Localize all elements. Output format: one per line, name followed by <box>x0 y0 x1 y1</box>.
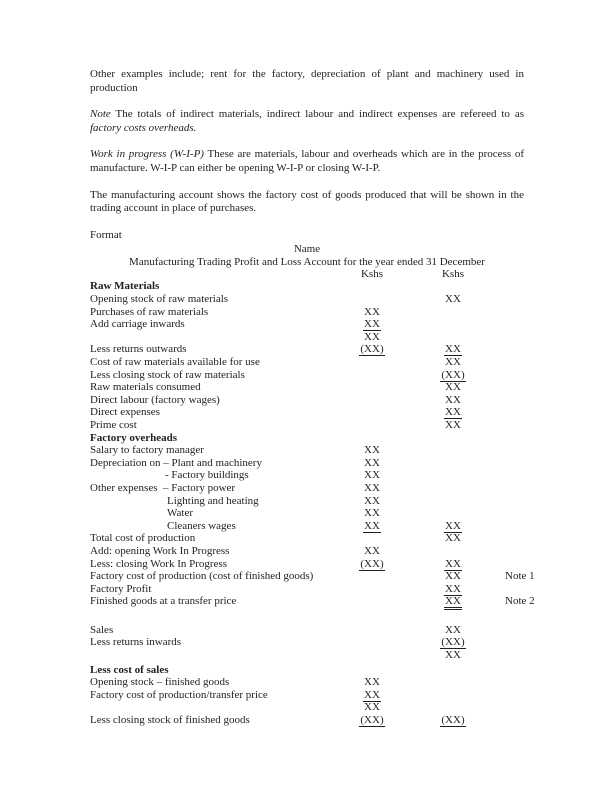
statement-row <box>90 394 550 407</box>
statement-row <box>90 595 550 608</box>
row-label: Less returns inwards <box>90 636 182 649</box>
statement-row <box>90 495 550 508</box>
statement-title: Manufacturing Trading Profit and Loss Account for the year ended 31 December <box>129 255 485 268</box>
col1-value: (XX) <box>360 714 384 727</box>
row-label: - Factory buildings <box>165 469 249 482</box>
col1-value: XX <box>364 688 380 701</box>
italic-text: Note <box>90 108 111 121</box>
note-ref: Note 1 <box>505 570 535 583</box>
body-text: Format <box>90 228 122 241</box>
col2-value: XX <box>445 623 461 636</box>
col2-value: XX <box>427 595 479 610</box>
col1-value: XX <box>364 305 380 318</box>
row-label: Less: closing Work In Progress <box>90 557 228 570</box>
statement-rows <box>90 280 550 726</box>
paragraph-line <box>90 108 524 122</box>
statement-row <box>90 280 550 293</box>
statement-row <box>90 432 550 445</box>
col2-value: XX <box>445 356 461 369</box>
statement-row <box>90 649 550 662</box>
paragraph <box>90 68 524 96</box>
statement-row <box>90 664 550 677</box>
col1-value: XX <box>364 676 380 689</box>
body-text: manufacture. W-I-P can either be opening W-I-P or closing W-I-P. <box>90 162 381 175</box>
col2-value: XX <box>445 393 461 406</box>
note-ref: Note 2 <box>505 595 535 608</box>
col1-value: XX <box>364 456 380 469</box>
statement-row <box>90 570 550 583</box>
paragraph-line <box>90 82 524 96</box>
col2-value: XX <box>445 570 461 583</box>
row-label: Factory Profit <box>90 582 152 595</box>
row-label: Total cost of production <box>90 532 196 545</box>
paragraph-line <box>90 202 524 216</box>
row-label: Add: opening Work In Progress <box>90 544 230 557</box>
col2-value: XX <box>445 582 461 595</box>
paragraph <box>90 189 524 217</box>
row-label: Depreciation on – Plant and machinery <box>90 456 262 469</box>
row-label: Less closing stock of raw materials <box>90 368 245 381</box>
statement-row <box>90 293 550 306</box>
col1-value: XX <box>364 701 380 714</box>
col2-value: XX <box>445 532 461 545</box>
paragraph <box>90 229 524 243</box>
col1-value: XX <box>364 481 380 494</box>
row-label: Less cost of sales <box>90 663 169 676</box>
statement-name-line: Name <box>293 242 321 255</box>
col1-value: XX <box>364 519 380 532</box>
statement-row <box>90 676 550 689</box>
col2-value: XX <box>445 418 461 431</box>
body-text: The manufacturing account shows the factory cost of goods produced that will be shown in the <box>90 188 524 201</box>
row-label: Cleaners wages <box>167 519 236 532</box>
row-label: Other expenses – Factory power <box>90 481 236 494</box>
row-label: Water <box>167 507 193 520</box>
body-text: production <box>90 81 138 94</box>
col2-value: XX <box>445 557 461 570</box>
col2-value: XX <box>445 649 461 662</box>
row-label: Opening stock – finished goods <box>90 676 230 689</box>
italic-text: Work in progress (W-I-P) <box>90 148 204 161</box>
row-label: Less returns outwards <box>90 343 187 356</box>
col1-value: XX <box>364 444 380 457</box>
col2-value: XX <box>445 519 461 532</box>
paragraph-line <box>90 122 524 136</box>
row-label: Raw Materials <box>90 280 160 293</box>
row-label: Lighting and heating <box>167 494 259 507</box>
row-label: Opening stock of raw materials <box>90 293 229 306</box>
paragraph <box>90 108 524 136</box>
statement-row <box>90 532 550 545</box>
col1-value: XX <box>364 330 380 343</box>
column-headers <box>90 269 550 281</box>
col2-value: XX <box>445 406 461 419</box>
paragraph-line <box>90 162 524 176</box>
col1-value: XX <box>364 494 380 507</box>
statement-row <box>90 714 550 727</box>
statement-row <box>90 306 550 319</box>
statement-row <box>90 469 550 482</box>
statement-row <box>90 356 550 369</box>
statement-row <box>90 558 550 571</box>
row-label: Finished goods at a transfer price <box>90 595 237 608</box>
row-label: Less closing stock of finished goods <box>90 714 250 727</box>
row-label: Factory cost of production/transfer price <box>90 688 268 701</box>
paragraph <box>90 148 524 176</box>
statement-row <box>90 583 550 596</box>
col2-value: (XX) <box>441 714 465 727</box>
col1-value: (XX) <box>360 343 384 356</box>
intro-paragraphs <box>90 68 612 243</box>
col1-value: XX <box>364 318 380 331</box>
col1-value: XX <box>364 507 380 520</box>
statement-row <box>90 545 550 558</box>
col2-header: Kshs <box>441 267 464 280</box>
statement-row <box>90 701 550 714</box>
row-label: Cost of raw materials available for use <box>90 356 260 369</box>
statement-row <box>90 419 550 432</box>
row-label: Raw materials consumed <box>90 381 201 394</box>
col2-value: XX <box>445 343 461 356</box>
col1-header: Kshs <box>360 267 383 280</box>
statement-row <box>90 457 550 470</box>
col2-value: XX <box>445 293 461 306</box>
row-label: Add carriage inwards <box>90 318 185 331</box>
col2-value: (XX) <box>441 368 465 381</box>
statement-row <box>90 482 550 495</box>
body-text: Other examples include; rent for the factory, depreciation of plant and machinery used in <box>90 68 524 80</box>
italic-text: factory costs overheads. <box>90 121 197 134</box>
statement-row <box>90 624 550 637</box>
body-text: These are materials, labour and overheads which are in the process of <box>203 148 524 161</box>
paragraph-line <box>90 229 524 243</box>
statement-row <box>90 343 550 356</box>
col1-value: XX <box>364 469 380 482</box>
statement-row <box>90 507 550 520</box>
statement-row <box>90 520 550 533</box>
paragraph-line <box>90 189 524 203</box>
col1-value: XX <box>364 544 380 557</box>
row-label: Salary to factory manager <box>90 444 204 457</box>
row-label: Direct expenses <box>90 406 160 419</box>
statement-row <box>90 636 550 649</box>
statement-row <box>90 381 550 394</box>
statement-row <box>90 369 550 382</box>
paragraph-line <box>90 68 524 82</box>
row-label: Factory cost of production (cost of finished goods) <box>90 570 314 583</box>
col2-value: (XX) <box>441 636 465 649</box>
statement-row <box>90 689 550 702</box>
statement-row <box>90 406 550 419</box>
col2-value: XX <box>445 381 461 394</box>
row-label: Sales <box>90 623 114 636</box>
row-label: Prime cost <box>90 418 137 431</box>
statement-row <box>90 318 550 331</box>
row-label: Direct labour (factory wages) <box>90 393 220 406</box>
paragraph-line <box>90 148 524 162</box>
body-text: trading account in place of purchases. <box>90 202 257 215</box>
statement-row <box>90 444 550 457</box>
col1-value: (XX) <box>360 557 384 570</box>
row-label: Factory overheads <box>90 431 178 444</box>
row-label: Purchases of raw materials <box>90 305 209 318</box>
statement-row <box>90 331 550 344</box>
body-text: The totals of indirect materials, indirect labour and indirect expenses are refereed to as <box>110 108 524 121</box>
